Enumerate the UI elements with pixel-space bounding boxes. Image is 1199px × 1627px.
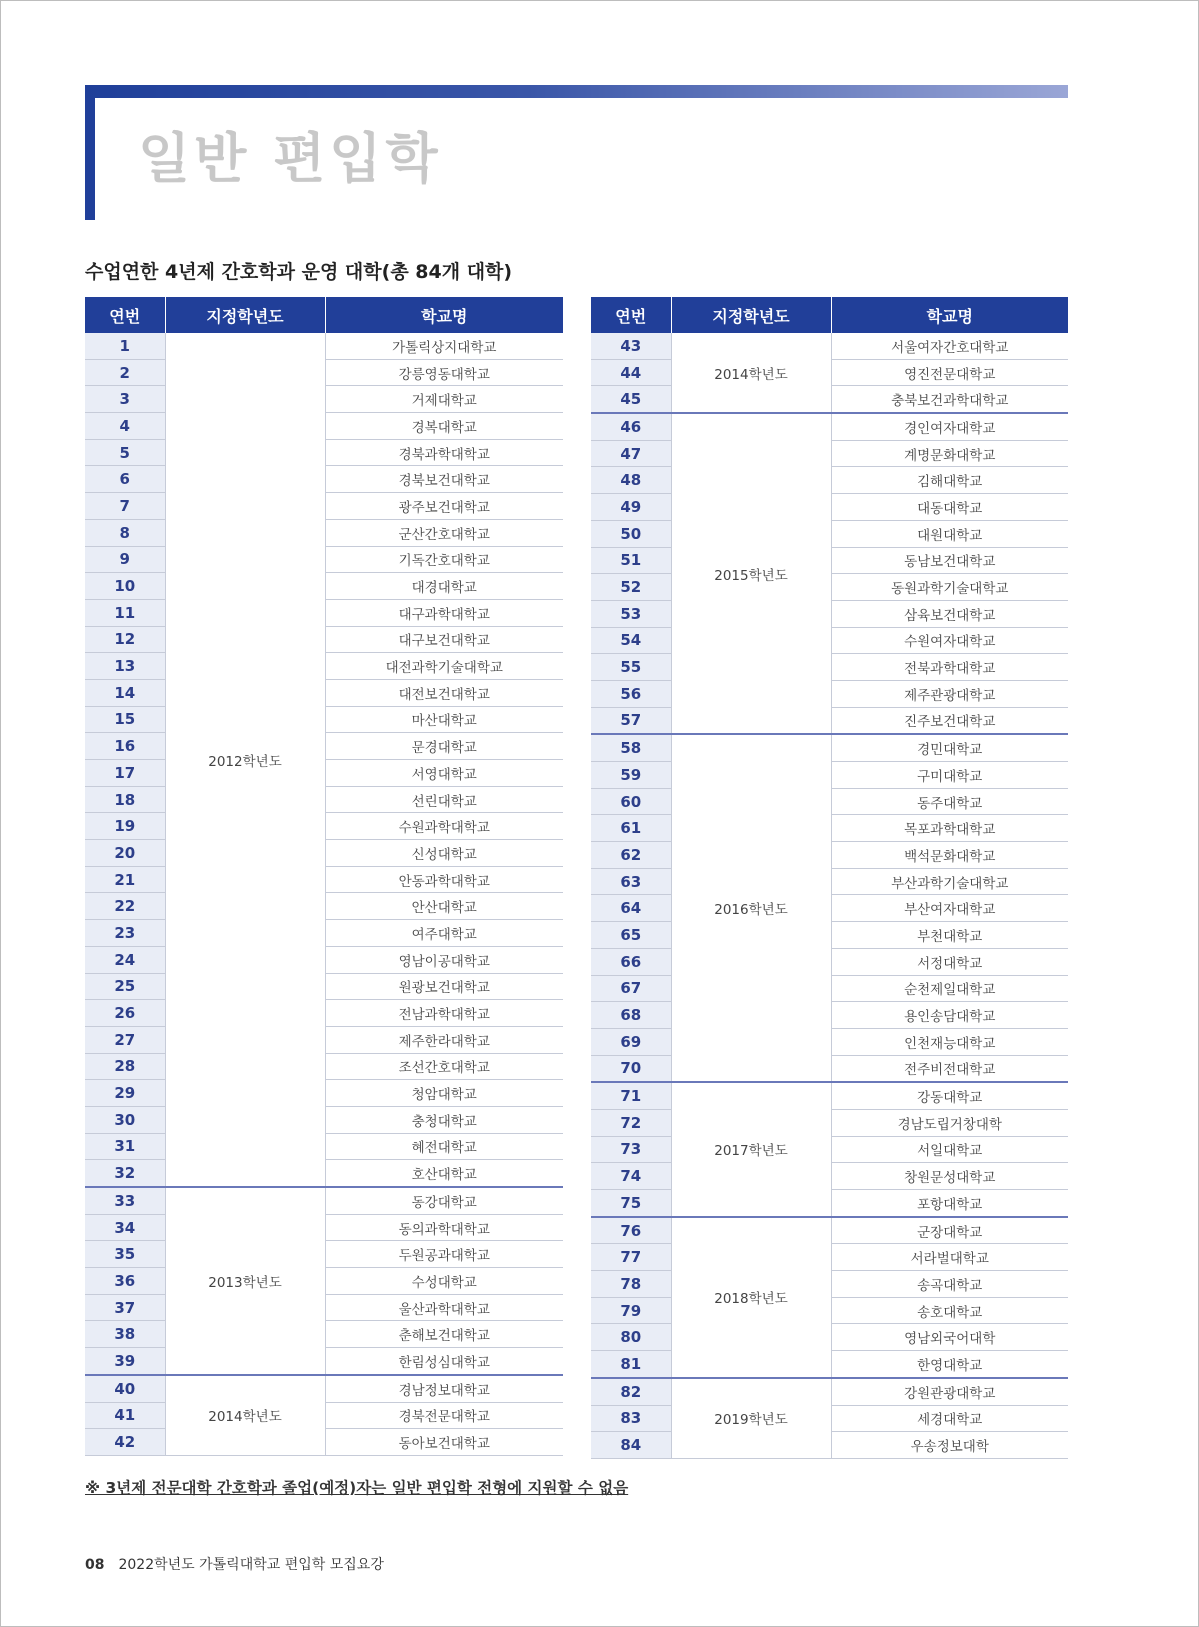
row-number: 3 [85, 386, 165, 413]
school-name: 송호대학교 [831, 1297, 1068, 1324]
school-name: 서정대학교 [831, 948, 1068, 975]
row-number: 63 [591, 868, 671, 895]
row-number: 34 [85, 1214, 165, 1241]
row-number: 62 [591, 842, 671, 869]
row-number: 56 [591, 680, 671, 707]
school-name: 수성대학교 [325, 1268, 563, 1295]
school-name: 인천재능대학교 [831, 1028, 1068, 1055]
school-name: 청암대학교 [325, 1080, 563, 1107]
school-name: 원광보건대학교 [325, 973, 563, 1000]
row-number: 53 [591, 600, 671, 627]
row-number: 60 [591, 788, 671, 815]
header-number: 연번 [85, 297, 165, 333]
row-number: 20 [85, 840, 165, 867]
row-number: 61 [591, 815, 671, 842]
table-row [591, 413, 1068, 440]
school-name: 수원여자대학교 [831, 627, 1068, 654]
header-year: 지정학년도 [671, 297, 831, 333]
row-number: 58 [591, 734, 671, 761]
row-number: 78 [591, 1271, 671, 1298]
school-name: 한림성심대학교 [325, 1348, 563, 1375]
row-number: 40 [85, 1375, 165, 1402]
row-number: 29 [85, 1080, 165, 1107]
header-school: 학교명 [325, 297, 563, 333]
row-number: 39 [85, 1348, 165, 1375]
school-name: 전북과학대학교 [831, 654, 1068, 681]
section-accent-bar [85, 98, 95, 220]
row-number: 59 [591, 762, 671, 789]
row-number: 64 [591, 895, 671, 922]
school-name: 용인송담대학교 [831, 1002, 1068, 1029]
school-name: 경남정보대학교 [325, 1375, 563, 1402]
row-number: 19 [85, 813, 165, 840]
school-name: 동원과학기술대학교 [831, 574, 1068, 601]
row-number: 77 [591, 1244, 671, 1271]
school-name: 광주보건대학교 [325, 493, 563, 520]
school-name: 송곡대학교 [831, 1271, 1068, 1298]
row-number: 66 [591, 948, 671, 975]
row-number: 52 [591, 574, 671, 601]
row-number: 16 [85, 733, 165, 760]
row-number: 82 [591, 1378, 671, 1405]
school-name: 서영대학교 [325, 760, 563, 787]
header-year: 지정학년도 [165, 297, 325, 333]
row-number: 1 [85, 333, 165, 359]
school-name: 동강대학교 [325, 1187, 563, 1214]
school-name: 여주대학교 [325, 920, 563, 947]
school-name: 부산과학기술대학교 [831, 868, 1068, 895]
school-name: 동주대학교 [831, 788, 1068, 815]
school-name: 호산대학교 [325, 1160, 563, 1187]
row-number: 28 [85, 1053, 165, 1080]
row-number: 17 [85, 760, 165, 787]
school-name: 포항대학교 [831, 1190, 1068, 1217]
row-number: 45 [591, 386, 671, 413]
row-number: 57 [591, 707, 671, 734]
row-number: 36 [85, 1268, 165, 1295]
school-name: 경북과학대학교 [325, 439, 563, 466]
header-number: 연번 [591, 297, 671, 333]
school-name: 진주보건대학교 [831, 707, 1068, 734]
eligibility-note: ※ 3년제 전문대학 간호학과 졸업(예정)자는 일반 편입학 전형에 지원할 수 없음 [85, 1479, 629, 1497]
row-number: 74 [591, 1163, 671, 1190]
school-name: 대구보건대학교 [325, 626, 563, 653]
school-name: 서라벌대학교 [831, 1244, 1068, 1271]
school-name: 두원공과대학교 [325, 1241, 563, 1268]
school-name: 구미대학교 [831, 762, 1068, 789]
school-name: 창원문성대학교 [831, 1163, 1068, 1190]
school-name: 수원과학대학교 [325, 813, 563, 840]
footer-title: 2022학년도 가톨릭대학교 편입학 모집요강 [118, 1557, 384, 1573]
row-number: 30 [85, 1106, 165, 1133]
row-number: 68 [591, 1002, 671, 1029]
row-number: 15 [85, 706, 165, 733]
row-number: 51 [591, 547, 671, 574]
school-name: 삼육보건대학교 [831, 600, 1068, 627]
school-name: 전주비전대학교 [831, 1055, 1068, 1082]
school-name: 대구과학대학교 [325, 599, 563, 626]
row-number: 18 [85, 786, 165, 813]
table-row [85, 333, 563, 359]
row-number: 31 [85, 1133, 165, 1160]
row-number: 26 [85, 1000, 165, 1027]
row-number: 25 [85, 973, 165, 1000]
school-name: 영남외국어대학 [831, 1324, 1068, 1351]
school-name: 동아보건대학교 [325, 1429, 563, 1456]
school-name: 우송정보대학 [831, 1432, 1068, 1459]
designation-year: 2018학년도 [671, 1217, 831, 1378]
row-number: 8 [85, 519, 165, 546]
school-name: 한영대학교 [831, 1351, 1068, 1378]
row-number: 13 [85, 653, 165, 680]
school-name: 경남도립거창대학 [831, 1109, 1068, 1136]
row-number: 43 [591, 333, 671, 359]
designation-year: 2015학년도 [671, 413, 831, 734]
designation-year: 2012학년도 [165, 333, 325, 1187]
school-name: 조선간호대학교 [325, 1053, 563, 1080]
school-name: 전남과학대학교 [325, 1000, 563, 1027]
section-header-bar [85, 85, 1068, 98]
row-number: 84 [591, 1432, 671, 1459]
school-name: 신성대학교 [325, 840, 563, 867]
row-number: 7 [85, 493, 165, 520]
row-number: 83 [591, 1405, 671, 1432]
table-header-row [85, 297, 563, 333]
row-number: 21 [85, 866, 165, 893]
school-name: 충청대학교 [325, 1106, 563, 1133]
table-row [591, 1217, 1068, 1244]
school-name: 경북보건대학교 [325, 466, 563, 493]
row-number: 9 [85, 546, 165, 573]
row-number: 32 [85, 1160, 165, 1187]
school-name: 대전과학기술대학교 [325, 653, 563, 680]
row-number: 70 [591, 1055, 671, 1082]
designation-year: 2014학년도 [165, 1375, 325, 1456]
row-number: 41 [85, 1402, 165, 1429]
row-number: 55 [591, 654, 671, 681]
row-number: 80 [591, 1324, 671, 1351]
school-name: 김해대학교 [831, 467, 1068, 494]
row-number: 24 [85, 946, 165, 973]
school-name: 강원관광대학교 [831, 1378, 1068, 1405]
school-name: 대동대학교 [831, 494, 1068, 521]
school-name: 서일대학교 [831, 1136, 1068, 1163]
row-number: 6 [85, 466, 165, 493]
table-row [591, 333, 1068, 359]
school-name: 대원대학교 [831, 520, 1068, 547]
row-number: 38 [85, 1321, 165, 1348]
school-name: 제주한라대학교 [325, 1026, 563, 1053]
row-number: 46 [591, 413, 671, 440]
row-number: 12 [85, 626, 165, 653]
table-row [591, 734, 1068, 761]
row-number: 72 [591, 1109, 671, 1136]
school-name: 영남이공대학교 [325, 946, 563, 973]
school-name: 경복대학교 [325, 413, 563, 440]
school-name: 부천대학교 [831, 922, 1068, 949]
row-number: 10 [85, 573, 165, 600]
page-number: 08 [85, 1557, 105, 1573]
school-name: 동의과학대학교 [325, 1214, 563, 1241]
school-name: 경인여자대학교 [831, 413, 1068, 440]
school-name: 울산과학대학교 [325, 1294, 563, 1321]
table-row [85, 1375, 563, 1402]
school-name: 세경대학교 [831, 1405, 1068, 1432]
table-subtitle: 수업연한 4년제 간호학과 운영 대학(총 84개 대학) [85, 261, 513, 283]
school-name: 대경대학교 [325, 573, 563, 600]
school-name: 가톨릭상지대학교 [325, 333, 563, 359]
row-number: 73 [591, 1136, 671, 1163]
row-number: 5 [85, 439, 165, 466]
school-name: 계명문화대학교 [831, 440, 1068, 467]
row-number: 67 [591, 975, 671, 1002]
school-name: 경민대학교 [831, 734, 1068, 761]
row-number: 42 [85, 1429, 165, 1456]
school-name: 거제대학교 [325, 386, 563, 413]
table-row [591, 1082, 1068, 1109]
school-name: 강동대학교 [831, 1082, 1068, 1109]
row-number: 49 [591, 494, 671, 521]
row-number: 65 [591, 922, 671, 949]
school-name: 안동과학대학교 [325, 866, 563, 893]
school-name: 부산여자대학교 [831, 895, 1068, 922]
row-number: 48 [591, 467, 671, 494]
school-name: 춘해보건대학교 [325, 1321, 563, 1348]
row-number: 27 [85, 1026, 165, 1053]
table-header-row [591, 297, 1068, 333]
row-number: 14 [85, 679, 165, 706]
university-table-right [591, 297, 1068, 1459]
row-number: 50 [591, 520, 671, 547]
section-title: 일반 편입학 [138, 127, 442, 190]
table-body-left [85, 333, 563, 1455]
school-name: 선린대학교 [325, 786, 563, 813]
page-footer [85, 1554, 384, 1574]
school-name: 마산대학교 [325, 706, 563, 733]
row-number: 37 [85, 1294, 165, 1321]
school-name: 충북보건과학대학교 [831, 386, 1068, 413]
table-row [591, 1378, 1068, 1405]
school-name: 순천제일대학교 [831, 975, 1068, 1002]
designation-year: 2017학년도 [671, 1082, 831, 1216]
school-name: 대전보건대학교 [325, 679, 563, 706]
school-name: 영진전문대학교 [831, 359, 1068, 386]
school-name: 목포과학대학교 [831, 815, 1068, 842]
row-number: 71 [591, 1082, 671, 1109]
row-number: 81 [591, 1351, 671, 1378]
row-number: 23 [85, 920, 165, 947]
university-table-left [85, 297, 563, 1456]
table-body-right [591, 333, 1068, 1458]
school-name: 동남보건대학교 [831, 547, 1068, 574]
school-name: 혜전대학교 [325, 1133, 563, 1160]
school-name: 문경대학교 [325, 733, 563, 760]
row-number: 33 [85, 1187, 165, 1214]
row-number: 75 [591, 1190, 671, 1217]
table-row [85, 1187, 563, 1214]
row-number: 69 [591, 1028, 671, 1055]
row-number: 54 [591, 627, 671, 654]
row-number: 11 [85, 599, 165, 626]
school-name: 군산간호대학교 [325, 519, 563, 546]
row-number: 22 [85, 893, 165, 920]
row-number: 79 [591, 1297, 671, 1324]
designation-year: 2013학년도 [165, 1187, 325, 1375]
row-number: 2 [85, 359, 165, 386]
school-name: 기독간호대학교 [325, 546, 563, 573]
school-name: 제주관광대학교 [831, 680, 1068, 707]
header-school: 학교명 [831, 297, 1068, 333]
designation-year: 2014학년도 [671, 333, 831, 413]
row-number: 35 [85, 1241, 165, 1268]
school-name: 경북전문대학교 [325, 1402, 563, 1429]
school-name: 군장대학교 [831, 1217, 1068, 1244]
row-number: 47 [591, 440, 671, 467]
row-number: 44 [591, 359, 671, 386]
school-name: 서울여자간호대학교 [831, 333, 1068, 359]
school-name: 강릉영동대학교 [325, 359, 563, 386]
row-number: 76 [591, 1217, 671, 1244]
row-number: 4 [85, 413, 165, 440]
designation-year: 2016학년도 [671, 734, 831, 1082]
school-name: 안산대학교 [325, 893, 563, 920]
school-name: 백석문화대학교 [831, 842, 1068, 869]
designation-year: 2019학년도 [671, 1378, 831, 1459]
